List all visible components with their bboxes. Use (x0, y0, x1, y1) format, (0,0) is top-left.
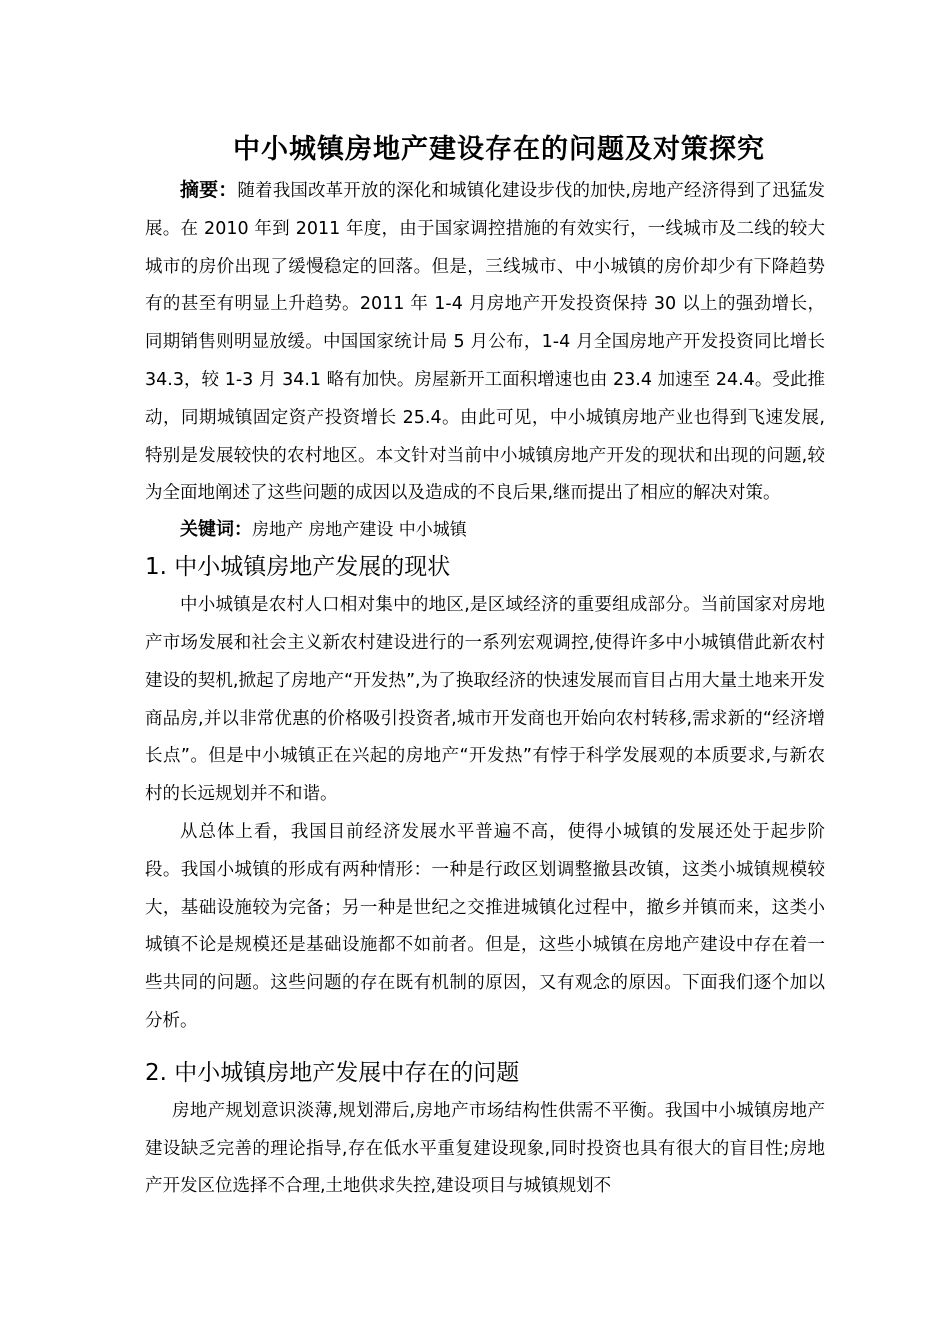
section-2-paragraph-1: 房地产规划意识淡薄,规划滞后,房地产市场结构性供需不平衡。我国中小城镇房地产建设缺乏完善的理论指导,存在低水平重复建设现象,同时投资也具有很大的盲目性;房地产开发区位选择不合理,土地供求失控,建设项目与城镇规划不 (145, 1100, 825, 1197)
section-1-paragraph-1: 中小城镇是农村人口相对集中的地区,是区域经济的重要组成部分。当前国家对房地产市场发展和社会主义新农村建设进行的一系列宏观调控,使得许多中小城镇借此新农村建设的契机,掀起了房地产“开发热”,为了换取经济的快速发展而盲目占用大量土地来开发商品房,并以非常优惠的价格吸引投资者,城市开发商也开始向农村转移,需求新的“经济增长点”。但是中小城镇正在兴起的房地产“开发热”有悖于科学发展观的本质要求,与新农村的长远规划并不和谐。 (145, 595, 825, 805)
section-1-paragraph-2: 从总体上看，我国目前经济发展水平普遍不高，使得小城镇的发展还处于起步阶段。我国小城镇的形成有两种情形：一种是行政区划调整撤县改镇，这类小城镇规模较大，基础设施较为完备；另一种是世纪之交推进城镇化过程中，撤乡并镇而来，这类小城镇不论是规模还是基础设施都不如前者。但是，这些小城镇在房地产建设中存在着一些共同的问题。这些问题的存在既有机制的原因，又有观念的原因。下面我们逐个加以分析。 (145, 821, 825, 1031)
keywords-line (145, 513, 825, 547)
keywords-label: 关键词： (180, 519, 252, 541)
abstract-text: 随着我国改革开放的深化和城镇化建设步伐的加快,房地产经济得到了迅猛发展。在 2010 年到 2011 年度，由于国家调控措施的有效实行，一线城市及二线的较大城市的房价出现了缓慢稳定的回落。但是，三线城市、中小城镇的房价却少有下降趋势有的甚至有明显上升趋势。2011 年 1-4 月房地产开发投资保持 30 以上的强劲增长，同期销售则明显放缓。中国国家统计局 5 月公布，1-4 月全国房地产开发投资同比增长 34.3，较 1-3 月 34.1 略有加快。房屋新开工面积增速也由 23.4 加速至 24.4。受此推动，同期城镇固定资产投资增长 25.4。由此可见，中小城镇房地产业也得到飞速发展,特别是发展较快的农村地区。本文针对当前中小城镇房地产开发的现状和出现的问题,较为全面地阐述了这些问题的成因以及造成的不良后果,继而提出了相应的解决对策。 (145, 181, 825, 504)
document-page (145, 128, 825, 1206)
document-title: 中小城镇房地产建设存在的问题及对策探究 (233, 134, 765, 165)
section-gap (145, 1041, 825, 1053)
keywords-text: 房地产 房地产建设 中小城镇 (252, 520, 467, 541)
abstract-label: 摘要： (180, 179, 238, 201)
section-2-heading: 2. 中小城镇房地产发展中存在的问题 (145, 1059, 520, 1086)
abstract-paragraph (145, 172, 825, 513)
section-1-heading: 1. 中小城镇房地产发展的现状 (145, 554, 451, 581)
